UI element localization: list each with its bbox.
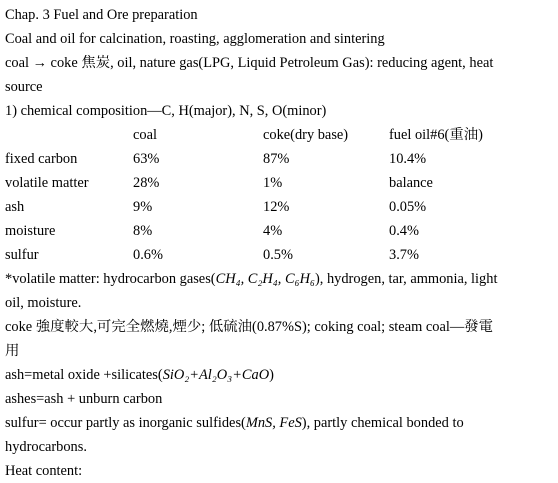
composition-table [5,123,549,267]
volatile-note-continued: oil, moisture. [5,295,82,311]
row-label: fixed carbon [5,151,78,167]
table-cell: 10.4% [389,151,427,167]
volatile-formula: CH₄, C₂H₄, C₆H₆ [215,271,315,287]
table-cell: 8% [133,223,153,239]
table-cell: 28% [133,175,160,191]
ashes-definition: ashes=ash + unburn carbon [5,391,163,407]
table-cell: balance [389,175,433,191]
ash-definition: ash=metal oxide +silicates(SiO₂+Al₂O₃+CaO) [5,367,274,383]
volatile-note: *volatile matter: hydrocarbon gases(CH₄, C₂H₄, C₆H₆), hydrogen, tar, ammonia, light [5,271,498,287]
ash-formula: SiO₂+Al₂O₃+CaO [162,367,270,383]
table-header-cell: coke(dry base) [263,127,349,143]
table-cell: 1% [263,175,283,191]
table-cell: 0.5% [263,247,293,263]
sulfur-definition-continued: hydrocarbons. [5,439,87,455]
intro-line: Coal and oil for calcination, roasting, agglomeration and sintering [5,31,385,47]
table-header-row [5,123,549,147]
table-header-cell [5,123,133,147]
coal-line-continued: source [5,79,43,95]
table-cell: 4% [263,223,283,239]
table-cell: 3.7% [389,247,419,263]
table-cell: 0.4% [389,223,419,239]
row-label: sulfur [5,247,39,263]
table-cell: 63% [133,151,160,167]
coal-line: coal → coke 焦炭, oil, nature gas(LPG, Liquid Petroleum Gas): reducing agent, heat [5,55,494,71]
table-row [5,219,549,243]
table-cell: 87% [263,151,290,167]
table-cell: 0.6% [133,247,163,263]
table-row [5,171,549,195]
table-header-cell: fuel oil#6(重油) [389,127,483,143]
table-header-cell: coal [133,127,157,143]
table-row [5,195,549,219]
sulfur-formula: MnS, FeS [245,415,302,431]
sulfur-definition: sulfur= occur partly as inorganic sulfides(MnS, FeS), partly chemical bonded to [5,415,464,431]
coke-note: coke 強度較大,可完全燃燒,煙少; 低硫油(0.87%S); coking coal; steam coal—發電 [5,319,494,335]
table-cell: 12% [263,199,290,215]
row-label: volatile matter [5,175,89,191]
table-row [5,243,549,267]
heat-content-heading: Heat content: [5,463,83,479]
chapter-title: Chap. 3 Fuel and Ore preparation [5,7,198,23]
table-row [5,147,549,171]
table-cell: 0.05% [389,199,427,215]
section-heading: 1) chemical composition—C, H(major), N, S, O(minor) [5,103,327,119]
coke-note-continued: 用 [5,343,20,359]
row-label: ash [5,199,25,215]
table-cell: 9% [133,199,153,215]
row-label: moisture [5,223,56,239]
